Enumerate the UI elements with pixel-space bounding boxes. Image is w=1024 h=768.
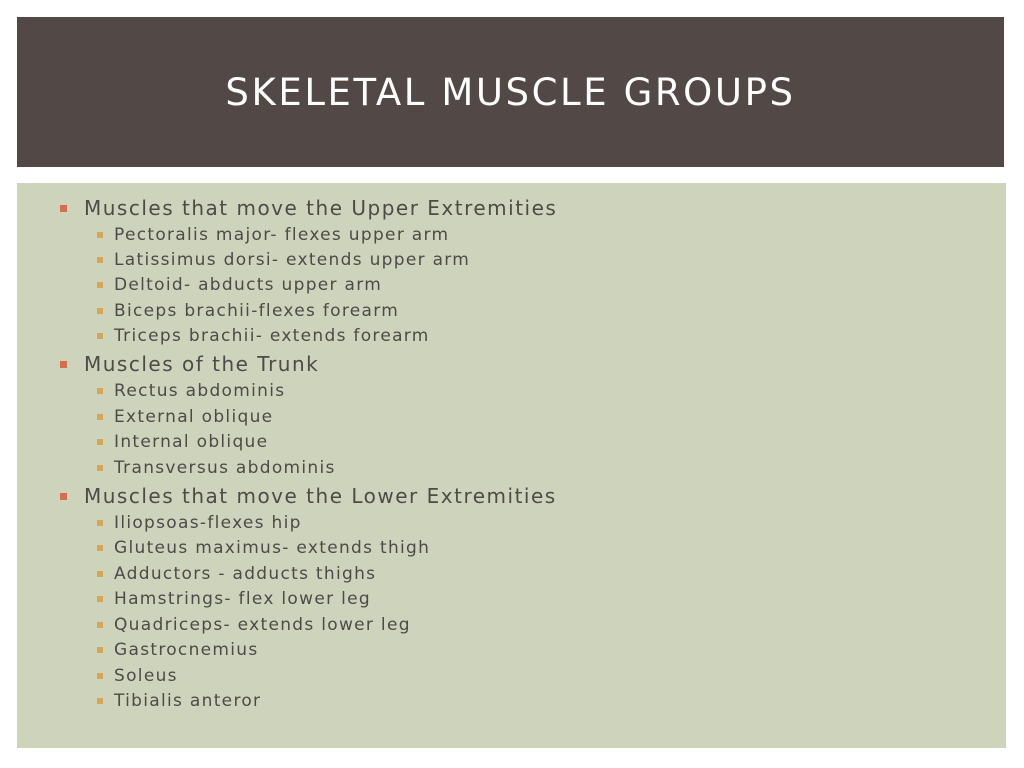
square-bullet-icon bbox=[97, 333, 103, 339]
square-bullet-icon bbox=[97, 596, 103, 602]
square-bullet-icon bbox=[97, 414, 103, 420]
square-bullet-icon bbox=[97, 308, 103, 314]
square-bullet-icon bbox=[97, 647, 103, 653]
square-bullet-icon bbox=[97, 673, 103, 679]
square-bullet-icon bbox=[97, 545, 103, 551]
square-bullet-icon bbox=[97, 520, 103, 526]
square-bullet-icon bbox=[97, 232, 103, 238]
square-bullet-icon bbox=[97, 282, 103, 288]
content-panel: Muscles that move the Upper Extremities Pectoralis major- flexes upper arm Latissimus dorsi- extends upper arm Deltoid- abducts upper arm Biceps brachii-flexes forearm Triceps brachii- extends forearm Muscles of the Trunk Rectus abdominis External oblique Internal oblique Transversus abdominis Muscles that move the Lower Extremities Iliopsoas-flexes hip Gluteus maximus- extends thigh Adductors - adducts thighs Hamstrings- flex lower leg Quadriceps- extends lower leg Gastrocnemius Soleus Tibialis anteror bbox=[17, 183, 1006, 748]
title-bar bbox=[17, 17, 1004, 167]
square-bullet-icon bbox=[97, 571, 103, 577]
square-bullet-icon bbox=[97, 465, 103, 471]
square-bullet-icon bbox=[60, 361, 67, 368]
square-bullet-icon bbox=[97, 698, 103, 704]
square-bullet-icon bbox=[97, 388, 103, 394]
square-bullet-icon bbox=[60, 493, 67, 500]
slide-title: SKELETAL MUSCLE GROUPS bbox=[225, 70, 796, 114]
square-bullet-icon bbox=[97, 622, 103, 628]
square-bullet-icon bbox=[97, 439, 103, 445]
square-bullet-icon bbox=[60, 205, 67, 212]
square-bullet-icon bbox=[97, 257, 103, 263]
